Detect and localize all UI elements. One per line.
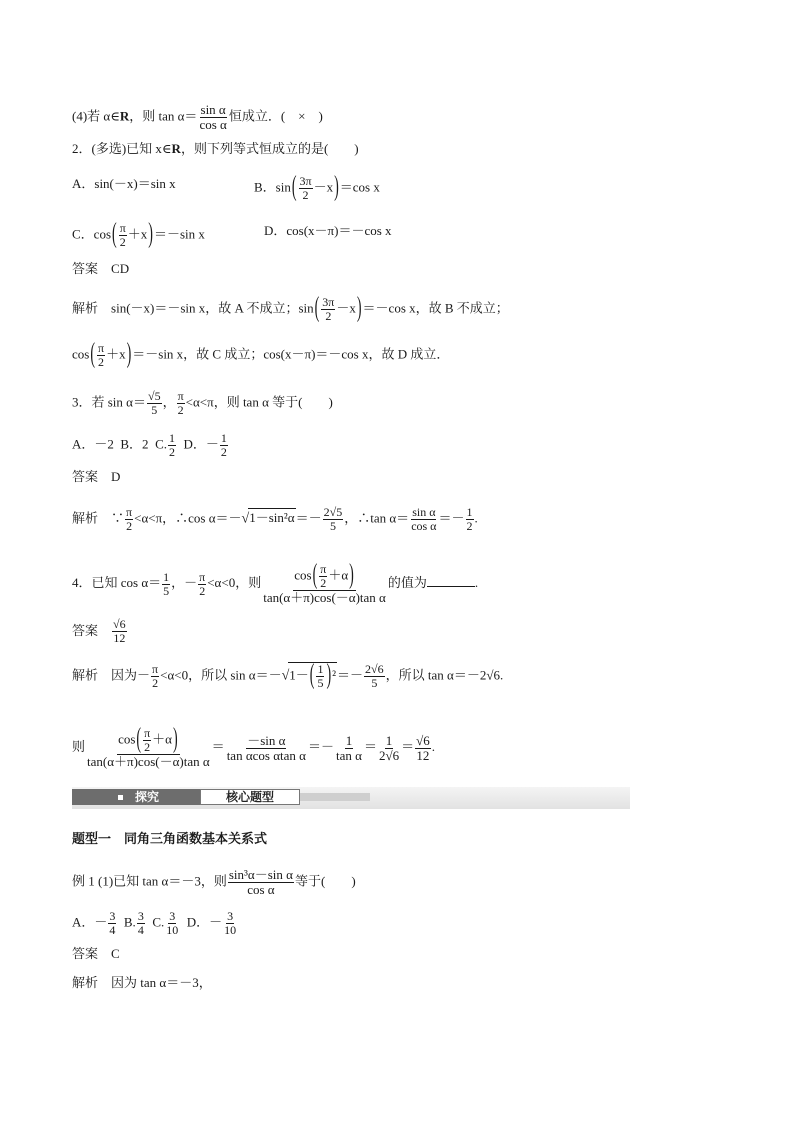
denominator: 2 xyxy=(168,445,175,459)
text: ＝－sin x xyxy=(153,226,205,242)
option-c: C. xyxy=(155,436,167,452)
text: cos xyxy=(72,346,90,362)
text: －x xyxy=(336,300,356,316)
fraction xyxy=(97,342,105,369)
text: 的值为 xyxy=(387,574,427,590)
numerator: 1 xyxy=(163,569,170,584)
answer-value: D xyxy=(111,469,121,484)
left-paren: ( xyxy=(312,560,318,591)
numerator: √6 xyxy=(113,617,126,631)
radical-sign: √ xyxy=(241,511,250,527)
section-tag-core: 核心题型 xyxy=(200,789,300,805)
example-1-answer xyxy=(72,945,120,964)
answer-value: C xyxy=(111,946,120,961)
text: ＝－ xyxy=(337,667,364,683)
text: ，则 tan α＝ xyxy=(129,108,198,124)
fraction xyxy=(415,734,431,763)
text: <α<0，则 xyxy=(207,574,262,590)
text: ＝ xyxy=(211,738,225,754)
denominator: 5 xyxy=(163,583,170,598)
text: 因为－ xyxy=(111,667,151,683)
denominator: 4 xyxy=(137,923,144,937)
text: cos xyxy=(294,567,312,583)
text: ，－ xyxy=(171,574,198,590)
text: －x xyxy=(313,179,334,195)
text: ＋x xyxy=(106,346,126,362)
numerator: π xyxy=(119,221,126,235)
question-2-analysis-2 xyxy=(72,339,450,370)
fraction xyxy=(378,734,400,763)
denominator: 2 xyxy=(320,576,327,590)
denominator: 2 xyxy=(220,445,227,459)
fraction xyxy=(198,571,206,598)
fraction xyxy=(223,910,237,937)
fraction xyxy=(177,390,185,417)
text: 4．已知 cos α＝ xyxy=(72,574,162,590)
fraction xyxy=(228,868,294,897)
fraction xyxy=(321,296,335,323)
denominator: 2 xyxy=(144,740,151,754)
denominator: 4 xyxy=(109,923,116,937)
text: ＋α xyxy=(152,731,172,747)
question-2-answer xyxy=(72,260,129,279)
denominator: cos α xyxy=(247,882,275,897)
example-1-stem xyxy=(72,868,356,897)
numerator: 3 xyxy=(109,909,116,923)
right-paren: ) xyxy=(356,293,362,324)
fraction xyxy=(220,432,228,459)
text: 3．若 sin α＝ xyxy=(72,394,146,410)
numerator: π xyxy=(199,569,206,584)
option-a: A．－2 xyxy=(72,436,114,452)
text: 2．(多选)已知 x∈ xyxy=(72,141,172,156)
radicand xyxy=(288,662,337,690)
denominator: tan(α＋π)cos(－α)tan α xyxy=(263,590,386,605)
denominator: 5 xyxy=(329,519,336,533)
numerator: 3 xyxy=(137,909,144,923)
reals-symbol: R xyxy=(119,108,130,124)
numerator: π xyxy=(177,389,184,403)
numerator: 3 xyxy=(169,909,176,923)
left-paren: ( xyxy=(309,660,315,691)
analysis-text: 因为 tan α＝－3， xyxy=(111,975,212,990)
left-paren: ( xyxy=(314,293,320,324)
section-tag-label: 探究 xyxy=(135,790,160,804)
numerator: 1 xyxy=(168,431,175,445)
numerator: sin³α－sin α xyxy=(228,867,293,882)
denominator: 2 xyxy=(119,235,126,249)
big-fraction xyxy=(262,560,387,605)
text: ∵ xyxy=(111,510,125,526)
question-2-analysis-1 xyxy=(72,293,509,324)
text: cos xyxy=(118,731,136,747)
section-header-band xyxy=(72,787,630,809)
right-paren: ) xyxy=(349,560,354,591)
fraction xyxy=(143,727,151,754)
option-c: C. xyxy=(152,914,165,930)
text: ，则下列等式恒成立的是( ) xyxy=(180,141,359,156)
big-fraction xyxy=(86,724,211,769)
fraction xyxy=(165,910,179,937)
fraction xyxy=(299,175,313,202)
text: 则 xyxy=(72,738,86,754)
denominator: 2 xyxy=(152,676,159,690)
denominator: tan(α＋π)cos(－α)tan α xyxy=(87,754,210,769)
answer-label: 答案 xyxy=(72,470,99,485)
fraction xyxy=(466,506,474,533)
option-a: A．－ xyxy=(72,914,108,930)
denominator: tan α xyxy=(335,747,362,763)
question-3-options xyxy=(72,432,229,459)
denominator: 2√6 xyxy=(378,747,400,763)
fraction xyxy=(198,103,227,132)
fraction xyxy=(168,432,176,459)
numerator: 1 xyxy=(466,505,473,519)
denominator: 12 xyxy=(416,747,430,763)
fraction xyxy=(125,506,133,533)
fraction xyxy=(364,663,385,690)
reals-symbol: R xyxy=(171,141,181,156)
text: ＝－ xyxy=(438,510,465,526)
band-decoration xyxy=(300,793,370,801)
numerator: 1 xyxy=(317,662,324,676)
text: ＝－sin x，故 C 成立；cos(x－π)＝－cos x，故 D 成立． xyxy=(132,346,450,362)
denominator: cos α xyxy=(411,519,437,533)
numerator: 1 xyxy=(220,431,227,445)
text: ＝－ xyxy=(295,510,322,526)
numerator: sin α xyxy=(200,102,226,117)
question-3-stem xyxy=(72,390,333,417)
left-paren: ( xyxy=(291,172,297,203)
text: ＝－cos x，故 B 不成立； xyxy=(362,300,509,316)
numerator: π xyxy=(152,662,159,676)
fraction xyxy=(137,910,145,937)
denominator: cos α xyxy=(199,117,227,132)
right-paren: ) xyxy=(326,660,332,691)
denominator: 2 xyxy=(98,355,105,369)
fraction xyxy=(316,663,324,690)
text: 恒成立．( × ) xyxy=(228,108,323,124)
text: ，所以 tan α＝－2√6. xyxy=(385,667,504,683)
square-bullet-icon xyxy=(118,795,123,800)
denominator: 10 xyxy=(224,923,237,937)
text: . xyxy=(431,738,435,754)
analysis-label: 解析 xyxy=(72,511,99,527)
question-2-options-ab xyxy=(72,175,176,193)
numerator: 3π xyxy=(299,174,312,188)
denominator: 2 xyxy=(199,583,206,598)
numerator: √6 xyxy=(416,732,430,748)
answer-fraction xyxy=(112,618,127,645)
section-tag-explore xyxy=(72,789,200,805)
text: ＝ xyxy=(401,738,415,754)
question-4-analysis-1 xyxy=(72,662,503,690)
answer-value: CD xyxy=(111,261,130,276)
fraction xyxy=(151,663,159,690)
question-4-stem: 4．已知 cos α＝ $\frac{1}{5}$ ，－ $\frac{\pi}{2}$ <α<0，则 cos( $\frac{\pi}{2}$ ＋α) tan(α＋π)cos(－α)tan α 的值为 . xyxy=(72,560,479,605)
text: <α<π，∴cos α＝－ xyxy=(134,510,242,526)
numerator: 3 xyxy=(227,909,234,923)
analysis-label: 解析 xyxy=(72,301,99,317)
text: 例 1 (1)已知 tan α＝－3，则 xyxy=(72,873,227,889)
text: 1－ xyxy=(289,667,309,683)
text: ＝cos x xyxy=(339,179,380,195)
denominator: 5 xyxy=(371,676,378,690)
numerator: π xyxy=(98,341,105,355)
text: . xyxy=(474,510,478,526)
text: 等于( ) xyxy=(294,873,356,889)
fraction xyxy=(162,571,170,598)
example-1-options xyxy=(72,910,238,937)
question-3-answer xyxy=(72,468,120,487)
question-4-answer xyxy=(72,618,128,645)
analysis-label: 解析 xyxy=(72,668,99,684)
numerator: √5 xyxy=(147,389,161,403)
numerator: －sin α xyxy=(247,732,286,748)
numerator: 2√6 xyxy=(365,662,384,676)
numerator: 3π xyxy=(322,295,335,309)
numerator: 1 xyxy=(385,732,393,748)
numerator: 2√5 xyxy=(323,505,343,519)
text: ，∴tan α＝ xyxy=(344,510,410,526)
denominator: 2 xyxy=(126,519,133,533)
text: ＋α xyxy=(328,567,349,583)
right-paren: ) xyxy=(148,219,153,250)
option-b: B. xyxy=(123,914,136,930)
numerator: 1 xyxy=(345,732,353,748)
fraction xyxy=(319,563,327,590)
text: ＋x xyxy=(127,226,148,242)
right-paren: ) xyxy=(126,339,132,370)
type-1-title: 题型一 同角三角函数基本关系式 xyxy=(72,832,268,847)
denominator: 12 xyxy=(113,631,126,645)
option-d: D．－ xyxy=(186,914,223,930)
text: C．cos xyxy=(72,226,112,242)
option-c xyxy=(72,219,205,250)
right-paren: ) xyxy=(172,724,178,755)
text: ² xyxy=(332,667,337,683)
denominator: 2 xyxy=(466,519,473,533)
question-3-analysis xyxy=(72,506,478,533)
fraction xyxy=(410,506,437,533)
numerator: π xyxy=(144,726,151,740)
text: ＝－ xyxy=(307,738,334,754)
left-paren: ( xyxy=(136,724,142,755)
numerator: π xyxy=(126,505,133,519)
fraction xyxy=(226,734,307,763)
denominator: tan αcos αtan α xyxy=(226,747,306,763)
denominator: 2 xyxy=(177,403,184,417)
question-4-analysis-2 xyxy=(72,724,435,769)
fraction xyxy=(108,910,116,937)
numerator: sin α xyxy=(412,505,436,519)
text: <α<π，则 tan α 等于( ) xyxy=(185,394,333,410)
answer-label: 答案 xyxy=(72,947,99,962)
numerator xyxy=(293,560,356,591)
fraction xyxy=(147,390,162,417)
answer-label: 答案 xyxy=(72,624,99,639)
left-paren: ( xyxy=(90,339,96,370)
fraction xyxy=(119,222,127,249)
option-d xyxy=(264,222,392,240)
text: sin(－x)＝－sin x，故 A 不成立；sin xyxy=(111,300,314,316)
text: ， xyxy=(162,394,176,410)
option-b: B．2 xyxy=(120,436,149,452)
radicand: 1－sin²α xyxy=(249,510,295,526)
option-b xyxy=(254,172,380,203)
text: <α<0，所以 sin α＝－ xyxy=(160,667,282,683)
option-d: D．－ xyxy=(183,436,219,452)
left-paren: ( xyxy=(112,219,117,250)
numerator: π xyxy=(320,562,327,576)
denominator: 2 xyxy=(302,188,309,202)
numerator xyxy=(117,724,180,755)
option-a: A．sin(－x)＝sin x xyxy=(72,176,176,191)
question-2-stem xyxy=(72,140,359,158)
radical-sign: √ xyxy=(281,668,290,684)
answer-label: 答案 xyxy=(72,262,99,277)
denominator: 10 xyxy=(166,923,179,937)
denominator: 2 xyxy=(325,309,332,323)
text: ＝ xyxy=(363,738,377,754)
text: B．sin xyxy=(254,179,291,195)
text: (4)若 α∈ xyxy=(72,108,120,124)
fraction xyxy=(335,734,363,763)
text: D．cos(x－π)＝－cos x xyxy=(264,223,392,238)
fraction xyxy=(323,506,344,533)
denominator: 5 xyxy=(317,676,324,690)
analysis-label: 解析 xyxy=(72,976,99,991)
item-4-line xyxy=(72,103,323,132)
right-paren: ) xyxy=(334,172,339,203)
answer-blank xyxy=(427,574,475,587)
denominator: 5 xyxy=(151,403,158,417)
example-1-analysis xyxy=(72,974,212,993)
